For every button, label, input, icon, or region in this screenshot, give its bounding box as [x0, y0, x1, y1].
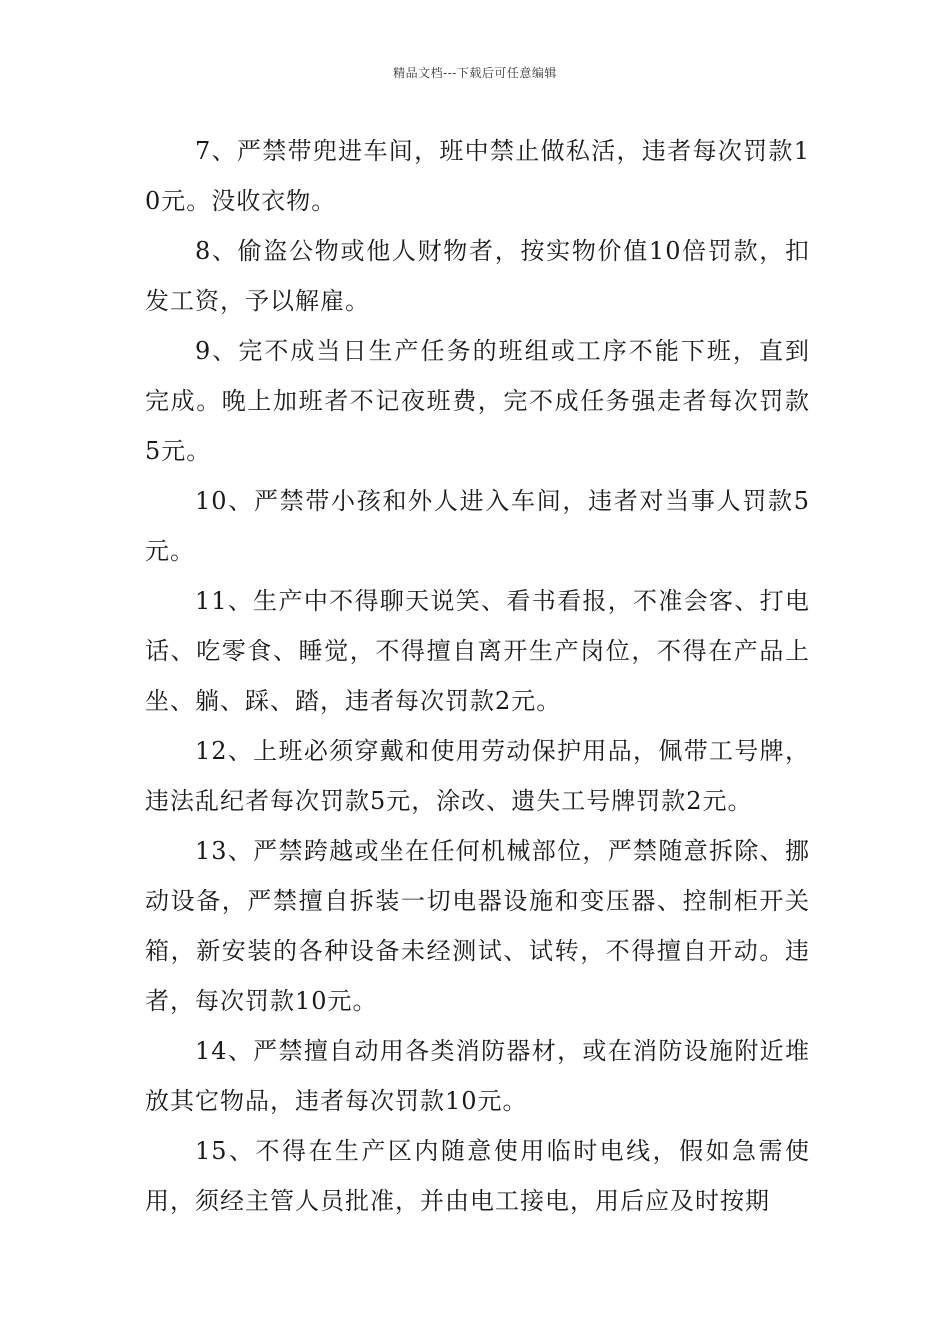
paragraph-rule-12: 12、上班必须穿戴和使用劳动保护用品，佩带工号牌，违法乱纪者每次罚款5元，涂改、遗失工号牌罚款2元。: [145, 737, 810, 815]
page-header: 精品文档---下载后可任意编辑: [393, 66, 557, 80]
paragraph-rule-15: 15、不得在生产区内随意使用临时电线，假如急需使用，须经主管人员批准，并由电工接电，用后应及时按期: [145, 1137, 810, 1215]
paragraph-rule-10: 10、严禁带小孩和外人进入车间，违者对当事人罚款5元。: [145, 487, 810, 565]
paragraph-rule-14: 14、严禁擅自动用各类消防器材，或在消防设施附近堆放其它物品，违者每次罚款10元。: [145, 1037, 810, 1115]
paragraph-rule-11: 11、生产中不得聊天说笑、看书看报，不准会客、打电话、吃零食、睡觉，不得擅自离开生产岗位，不得在产品上坐、躺、踩、踏，违者每次罚款2元。: [145, 587, 810, 715]
paragraph-rule-9: 9、完不成当日生产任务的班组或工序不能下班，直到完成。晚上加班者不记夜班费，完不成任务强走者每次罚款5元。: [145, 337, 810, 465]
document-body: [145, 126, 810, 1226]
paragraph-rule-8: 8、偷盗公物或他人财物者，按实物价值10倍罚款，扣发工资，予以解雇。: [145, 237, 810, 315]
paragraph-rule-13: 13、严禁跨越或坐在任何机械部位，严禁随意拆除、挪动设备，严禁擅自拆装一切电器设施和变压器、控制柜开关箱，新安装的各种设备未经测试、试转，不得擅自开动。违者，每次罚款10元。: [145, 837, 810, 1015]
paragraph-rule-7: 7、严禁带兜进车间，班中禁止做私活，违者每次罚款10元。没收衣物。: [145, 137, 810, 215]
